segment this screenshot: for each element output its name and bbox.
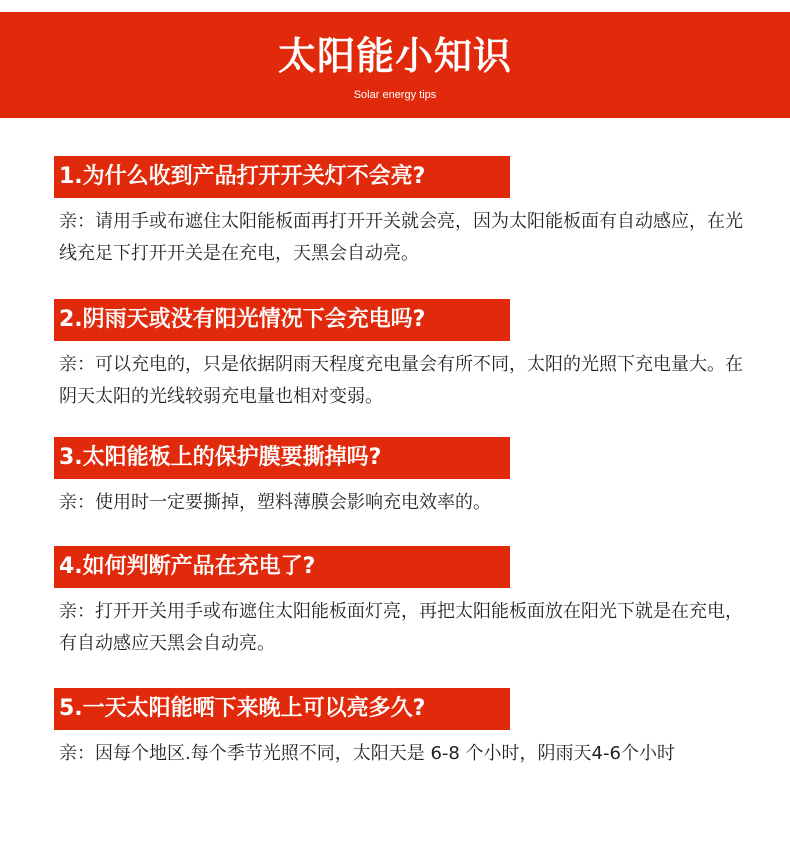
question-heading: 4.如何判断产品在充电了? bbox=[54, 546, 510, 588]
qa-item-2 bbox=[54, 299, 754, 413]
answer-text: 亲：请用手或布遮住太阳能板面再打开开关就会亮，因为太阳能板面有自动感应，在光线充足下打开开关是在充电，天黑会自动亮。 bbox=[59, 211, 743, 264]
page-subtitle: Solar energy tips bbox=[353, 89, 437, 101]
answer-text: 亲：使用时一定要撕掉，塑料薄膜会影响充电效率的。 bbox=[59, 492, 491, 513]
qa-item-3 bbox=[54, 437, 754, 519]
qa-item-4 bbox=[54, 546, 754, 660]
qa-item-1 bbox=[54, 156, 754, 270]
answer-text: 亲：打开开关用手或布遮住太阳能板面灯亮，再把太阳能板面放在阳光下就是在充电，有自动感应天黑会自动亮。 bbox=[59, 601, 743, 654]
answer-text: 亲：因每个地区.每个季节光照不同，太阳天是 6-8 个小时，阴雨天4-6个小时 bbox=[59, 743, 675, 764]
page-title: 太阳能小知识 bbox=[277, 34, 512, 78]
question-heading: 3.太阳能板上的保护膜要撕掉吗? bbox=[54, 437, 510, 479]
question-heading: 5.一天太阳能晒下来晚上可以亮多久? bbox=[54, 688, 510, 730]
answer-text: 亲：可以充电的，只是依据阴雨天程度充电量会有所不同，太阳的光照下充电量大。在阴天太阳的光线较弱充电量也相对变弱。 bbox=[59, 354, 743, 407]
question-heading: 2.阴雨天或没有阳光情况下会充电吗? bbox=[54, 299, 510, 341]
header-banner bbox=[0, 12, 790, 118]
question-heading: 1.为什么收到产品打开开关灯不会亮? bbox=[54, 156, 510, 198]
qa-item-5 bbox=[54, 688, 754, 770]
